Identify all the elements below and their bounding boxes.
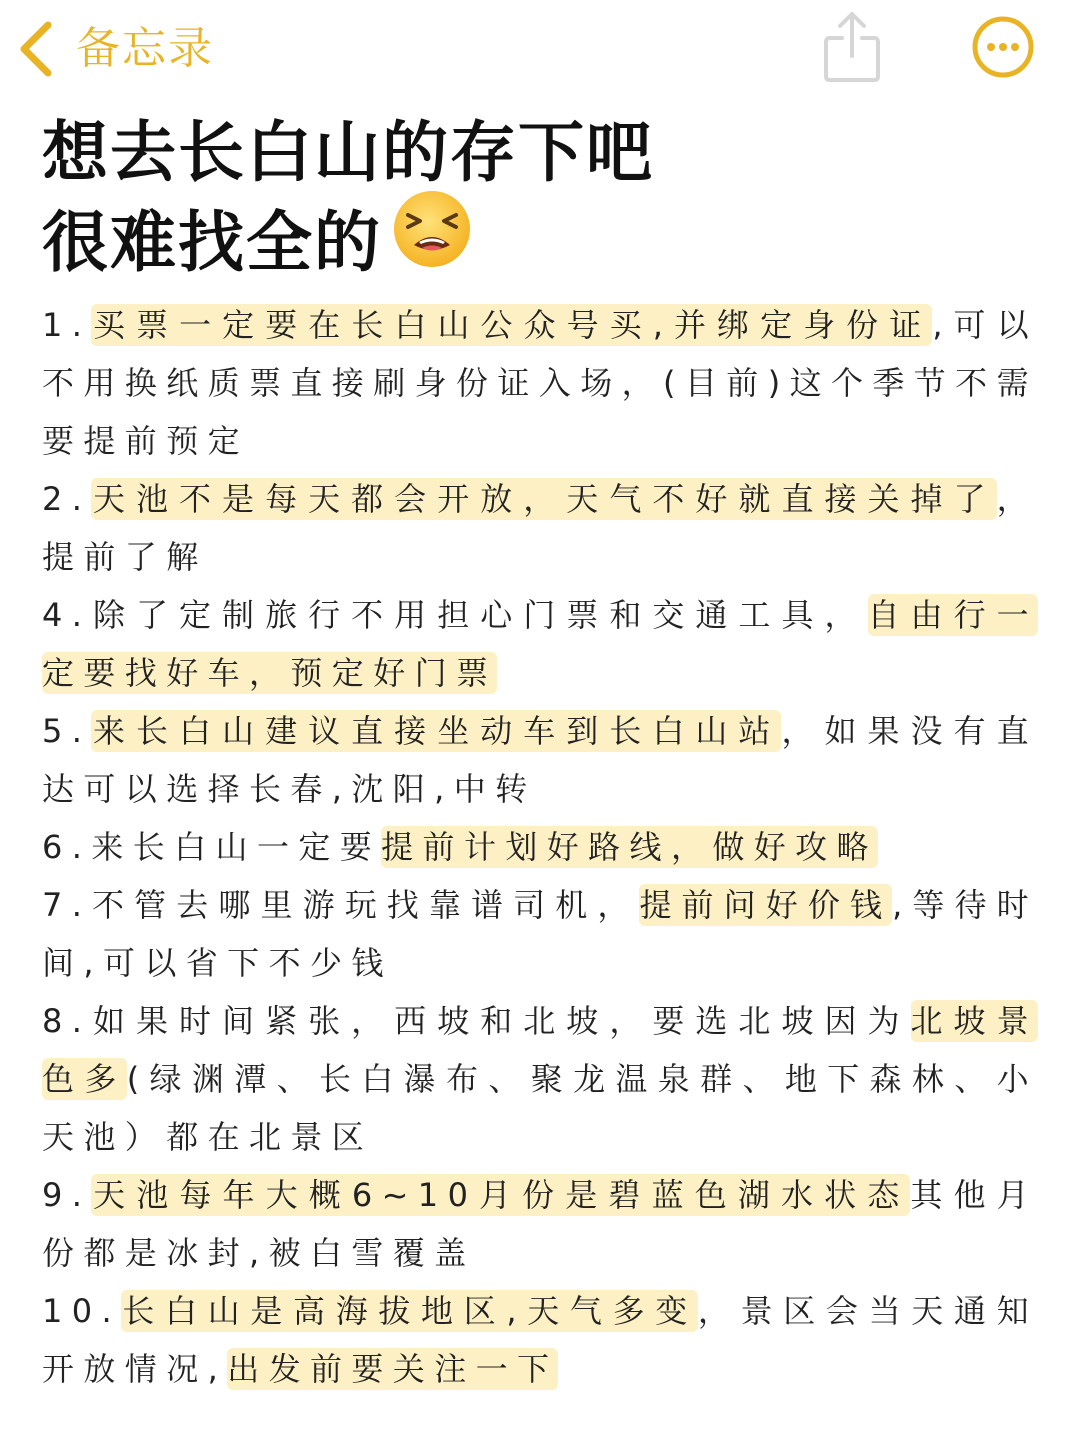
list-item [42,876,1038,992]
highlighted-text: 买票一定要在长白山公众号买,并绑定身份证 [91,306,933,344]
highlighted-text: 天池每年大概6~10月份是碧蓝色湖水状态 [91,1176,911,1214]
title-line-2 [42,198,1042,288]
item-number: 10. [42,1292,122,1330]
highlighted-text: 北坡景色多 [42,1002,1038,1098]
list-item [42,586,1038,702]
highlighted-text: 长白山是高海拔地区,天气多变 [121,1292,698,1330]
list-item [42,1166,1038,1282]
list-item [42,296,1038,470]
highlighted-text: 出发前要关注一下 [227,1350,559,1388]
item-text: ,等待时间,可以省下不少钱 [42,886,1039,982]
item-number: 5. [42,712,92,750]
nav-bar [0,0,1080,100]
item-number: 9. [42,1176,92,1214]
item-text: 除了定制旅行不用担心门票和交通工具， [91,596,868,634]
chevron-left-icon [18,21,54,77]
list-item [42,702,1038,818]
item-text: 来长白山一定要 [91,828,382,866]
list-item [42,818,1038,876]
title-line-2-text: 很难找全的 [42,204,382,281]
more-icon [970,65,1036,84]
item-number: 2. [42,480,92,518]
highlighted-text: 自由行一定要找好车，预定好门票 [42,596,1039,692]
highlighted-text: 提前问好价钱 [639,886,893,924]
highlighted-text: 提前计划好路线，做好攻略 [381,828,878,866]
item-number: 7. [42,886,92,924]
item-text: ，景区会当天通知开放情况, [42,1292,1038,1388]
item-number: 8. [42,1002,92,1040]
more-options-button[interactable] [970,14,1036,80]
back-button[interactable] [18,14,214,84]
item-text: 不管去哪里游玩找靠谱司机， [91,886,640,924]
item-text: (绿渊潭、长白瀑布、聚龙温泉群、地下森林、小天池）都在北景区 [42,1060,1038,1156]
item-number: 1. [42,306,92,344]
highlighted-text: 来长白山建议直接坐动车到长白山站 [91,712,782,750]
item-text: ,可以不用换纸质票直接刷身份证入场，(目前)这个季节不需要提前预定 [42,306,1038,460]
item-text: ，如果没有直达可以选择长春,沈阳,中转 [42,712,1038,808]
item-text: ，提前了解 [42,480,1038,576]
item-text: 如果时间紧张，西坡和北坡，要选北坡因为 [91,1002,911,1040]
item-text: 其他月份都是冰封,被白雪覆盖 [42,1176,1038,1272]
list-item [42,1282,1038,1398]
share-button[interactable] [818,8,886,84]
title-line-1: 想去长白山的存下吧 [42,114,654,191]
highlighted-text: 天池不是每天都会开放，天气不好就直接关掉了 [91,480,997,518]
list-item [42,992,1038,1166]
back-label: 备忘录 [76,23,214,74]
item-number: 4. [42,596,92,634]
persevering-face-emoji-icon [392,189,472,292]
list-item [42,470,1038,586]
note-body [42,296,1038,1398]
note-title [42,108,1042,288]
share-icon [818,69,886,88]
item-number: 6. [42,828,92,866]
